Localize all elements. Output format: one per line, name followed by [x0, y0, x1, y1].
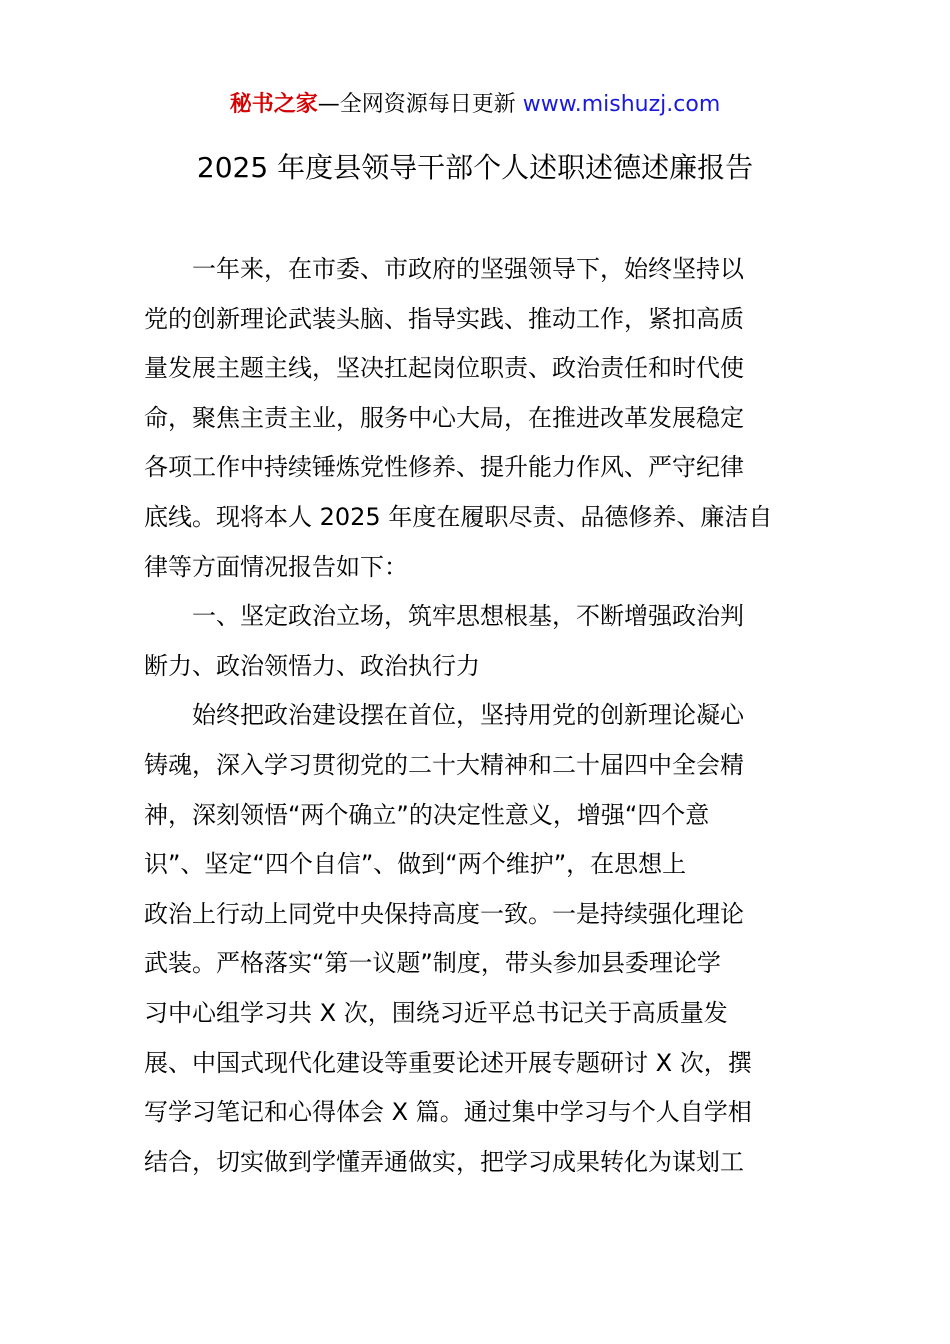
document-body	[144, 245, 808, 1187]
paragraph-line: 各项工作中持续锤炼党性修养、提升能力作风、严守纪律	[144, 453, 744, 482]
paragraph-line: 命，聚焦主责主业，服务中心大局，在推进改革发展稳定	[144, 403, 744, 432]
section-heading-line: 断力、政治领悟力、政治执行力	[144, 651, 480, 680]
paragraph-line: 政治上行动上同党中央保持高度一致。一是持续强化理论	[144, 899, 744, 928]
site-header	[0, 88, 950, 122]
site-tagline: —全网资源每日更新	[317, 92, 523, 117]
paragraph-line: 写学习笔记和心得体会 X 篇。通过集中学习与个人自学相	[144, 1098, 752, 1127]
paragraph-line: 量发展主题主线，坚决扛起岗位职责、政治责任和时代使	[144, 354, 744, 383]
paragraph-line: 习中心组学习共 X 次，围绕习近平总书记关于高质量发	[144, 998, 728, 1027]
paragraph-line: 底线。现将本人 2025 年度在履职尽责、品德修养、廉洁自	[144, 502, 773, 531]
paragraph-line: 神，深刻领悟“两个确立”的决定性意义，增强“四个意	[144, 800, 710, 829]
paragraph-line: 律等方面情况报告如下：	[144, 552, 408, 581]
paragraph-line: 识”、坚定“四个自信”、做到“两个维护”，在思想上	[144, 850, 687, 879]
paragraph-line: 一年来，在市委、市政府的坚强领导下，始终坚持以	[192, 255, 744, 283]
site-brand: 秘书之家	[229, 92, 318, 117]
paragraph-line: 结合，切实做到学懂弄通做实，把学习成果转化为谋划工	[144, 1147, 744, 1176]
paragraph-line: 始终把政治建设摆在首位，坚持用党的创新理论凝心	[192, 701, 744, 730]
site-url-link[interactable]: www.mishuzj.com	[522, 92, 721, 117]
paragraph-line: 党的创新理论武装头脑、指导实践、推动工作，紧扣高质	[144, 304, 744, 333]
document-title: 2025 年度县领导干部个人述职述德述廉报告	[196, 151, 754, 184]
paragraph-line: 武装。严格落实“第一议题”制度，带头参加县委理论学	[144, 949, 721, 978]
paragraph-line: 展、中国式现代化建设等重要论述开展专题研讨 X 次，撰	[144, 1048, 752, 1077]
paragraph-line: 铸魂，深入学习贯彻党的二十大精神和二十届四中全会精	[144, 750, 744, 779]
section-heading-line: 一、坚定政治立场，筑牢思想根基，不断增强政治判	[192, 602, 744, 631]
